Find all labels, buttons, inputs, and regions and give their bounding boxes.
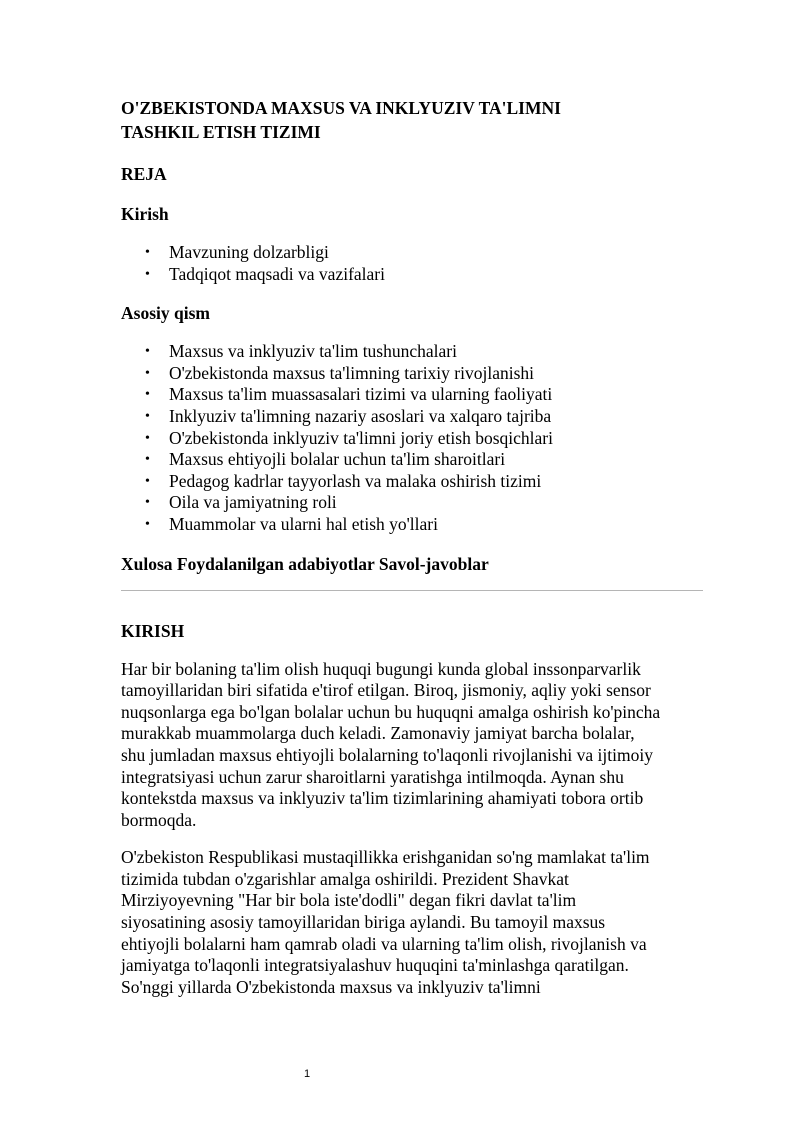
main-list-item	[121, 384, 703, 406]
main-part-heading: Asosiy qism	[121, 303, 210, 324]
bullet-icon: •	[145, 266, 150, 282]
bullet-icon: •	[145, 495, 150, 511]
main-list-item-text: Maxsus ehtiyojli bolalar uchun ta'lim sharoitlari	[169, 449, 506, 470]
page-number: 1	[303, 1068, 311, 1080]
main-list-item	[121, 514, 703, 536]
main-list-item-text: Maxsus va inklyuziv ta'lim tushunchalari	[169, 341, 457, 362]
bullet-icon: •	[145, 245, 150, 260]
intro-list-item	[121, 242, 703, 264]
intro-list-item	[121, 264, 703, 286]
document-title-line-1: O'ZBEKISTONDA MAXSUS VA INKLYUZIV TA'LIMNI	[121, 98, 561, 118]
section-title-kirish: KIRISH	[121, 620, 185, 641]
main-list-item-text: Maxsus ta'lim muassasalari tizimi va ularning faoliyati	[169, 384, 553, 405]
bullet-icon: •	[145, 387, 150, 403]
main-list-item	[121, 341, 703, 363]
document-page	[121, 96, 703, 1014]
conclusion-references-line: Xulosa Foydalanilgan adabiyotlar Savol-javoblar	[121, 553, 489, 574]
bullet-icon: •	[145, 408, 150, 424]
main-list-item-text: O'zbekistonda maxsus ta'limning tarixiy rivojlanishi	[169, 362, 535, 383]
main-list-item	[121, 471, 703, 493]
intro-list	[121, 242, 703, 285]
bullet-icon: •	[145, 344, 150, 360]
bullet-icon: •	[145, 473, 150, 489]
main-list-item	[121, 406, 703, 428]
main-list-item-text: Inklyuziv ta'limning nazariy asoslari va xalqaro tajriba	[169, 405, 552, 426]
intro-list-item-text: Tadqiqot maqsadi va vazifalari	[169, 263, 385, 284]
document-title-line-2: TASHKIL ETISH TIZIMI	[121, 122, 321, 142]
bullet-icon: •	[145, 452, 150, 468]
bullet-icon: •	[145, 365, 150, 381]
main-list-item	[121, 449, 703, 471]
document-title	[121, 96, 703, 144]
main-list-item-text: Pedagog kadrlar tayyorlash va malaka oshirish tizimi	[169, 470, 542, 491]
bullet-icon: •	[145, 516, 150, 532]
section-divider	[121, 590, 703, 591]
main-list-item-text: Muammolar va ularni hal etish yo'llari	[169, 513, 438, 534]
plan-heading: REJA	[121, 164, 167, 184]
body-paragraph-1: Har bir bolaning ta'lim olish huquqi bugungi kunda global inssonparvarlik tamoyillaridan biri sifatida e'tirof etilgan. Biroq, jismoniy, aqliy yoki sensor nuqsonlarga ega bo'lgan bolalar uchun bu huquqni amalga oshirish ko'pincha murakkab muammolarga duch keladi. Zamonaviy jamiyat barcha bolalar, shu jumladan maxsus ehtiyojli bolalarning to'laqonli rivojlanishi va ijtimoiy integratsiyasi uchun zarur sharoitlarni yaratishga intilmoqda. Aynan shu kontekstda maxsus va inklyuziv ta'lim tizimlarining ahamiyati tobora ortib bormoqda.	[121, 658, 661, 830]
main-list-item	[121, 492, 703, 514]
main-list-item	[121, 363, 703, 385]
bullet-icon: •	[145, 430, 150, 446]
intro-heading: Kirish	[121, 204, 169, 224]
intro-list-item-text: Mavzuning dolzarbligi	[169, 242, 329, 262]
main-list-item-text: Oila va jamiyatning roli	[169, 492, 337, 513]
body-paragraph-2: O'zbekiston Respublikasi mustaqillikka erishganidan so'ng mamlakat ta'lim tizimida tubdan o'zgarishlar amalga oshirildi. Prezident Shavkat Mirziyoyevning "Har bir bola iste'dodli" degan fikri davlat ta'lim siyosatining asosiy tamoyillaridan biriga aylandi. Bu tamoyil maxsus ehtiyojli bolalarni ham qamrab oladi va ularning ta'lim olish, rivojlanish va jamiyatga to'laqonli integratsiyalashuv huquqini ta'minlashga qaratilgan. So'nggi yillarda O'zbekistonda maxsus va inklyuziv ta'limni	[121, 847, 650, 997]
main-part-list	[121, 341, 703, 535]
main-list-item	[121, 428, 703, 450]
main-list-item-text: O'zbekistonda inklyuziv ta'limni joriy etish bosqichlari	[169, 427, 553, 448]
